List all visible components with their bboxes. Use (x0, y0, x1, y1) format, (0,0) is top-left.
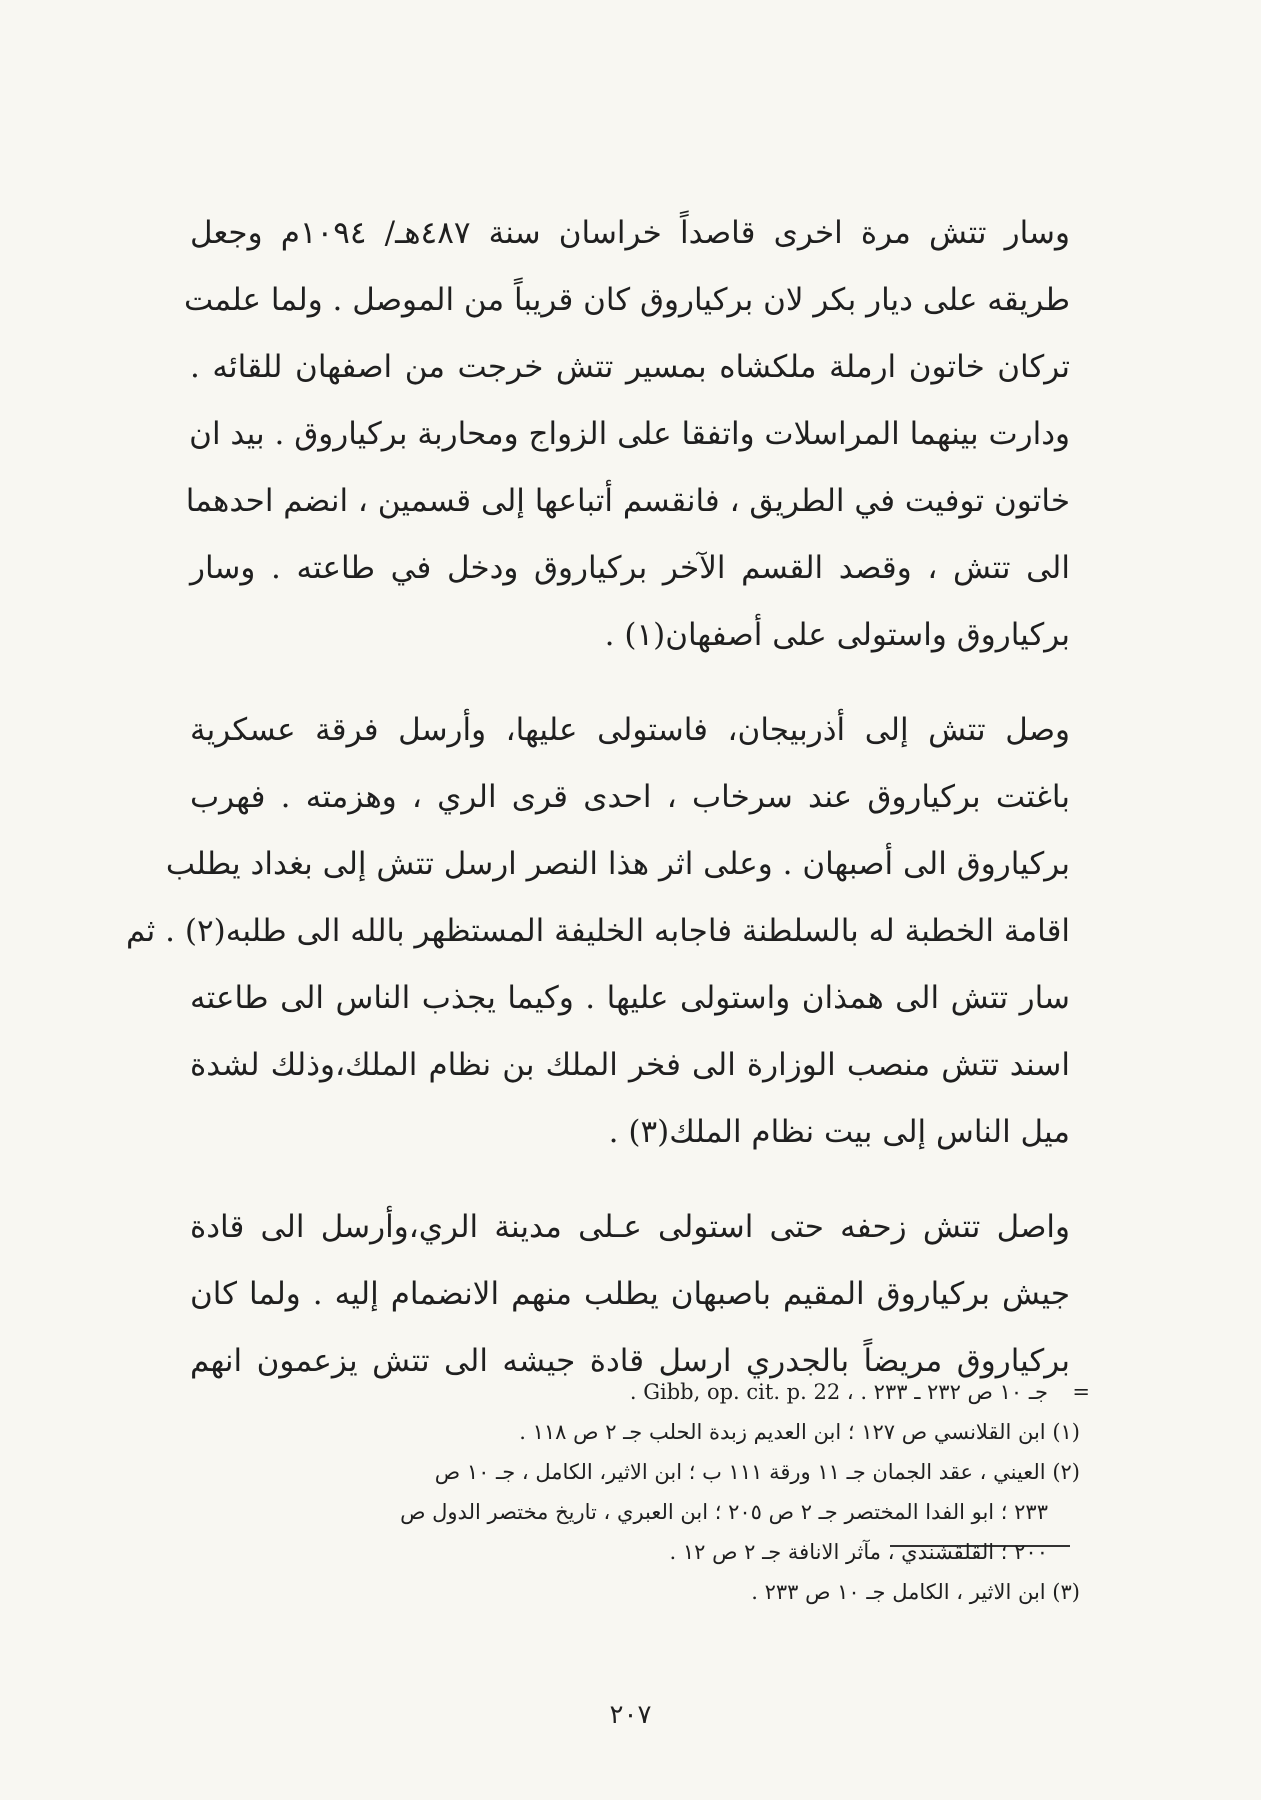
text-line: ودارت بينهما المراسلات واتفقا على الزواج ومحاربة بركياروق . بيد ان (189, 416, 1070, 452)
text-line: بركياروق مريضاً بالجدري ارسل قادة جيشه الى تتش يزعمون انهم (190, 1343, 1070, 1379)
page-number: ٢٠٧ (609, 1700, 652, 1730)
text-line: باغتت بركياروق عند سرخاب ، احدى قرى الري ، وهزمته . فهرب (190, 779, 1070, 815)
text-line: اسند تتش منصب الوزارة الى فخر الملك بن نظام الملك،وذلك لشدة (190, 1047, 1070, 1083)
text-line: الى تتش ، وقصد القسم الآخر بركياروق ودخل في طاعته . وسار (190, 550, 1070, 586)
paragraph-2 (126, 697, 1070, 1166)
footnote-continuation (190, 1372, 1090, 1412)
continuation-mark: = (1072, 1380, 1090, 1404)
text-line: وصل تتش إلى أذربيجان، فاستولى عليها، وأرسل فرقة عسكرية (190, 712, 1070, 748)
text-line: بركياروق الى أصبهان . وعلى اثر هذا النصر ارسل تتش إلى بغداد يطلب (165, 846, 1070, 882)
paragraph-1 (183, 200, 1070, 669)
text-line: وسار تتش مرة اخرى قاصداً خراسان سنة ٤٨٧هـ/ ١٠٩٤م وجعل (190, 215, 1070, 251)
text-line: واصل تتش زحفه حتى استولى عـلى مدينة الري،وأرسل الى قادة (190, 1209, 1070, 1245)
text-line: اقامة الخطبة له بالسلطنة فاجابه الخليفة المستظهر بالله الى طلبه(٢) . ثم (126, 913, 1070, 949)
footnote-2: (٢) العيني ، عقد الجمان جـ ١١ ورقة ١١١ ب ؛ ابن الاثير، الكامل ، جـ ١٠ ص (434, 1460, 1080, 1484)
paragraph-3 (190, 1194, 1070, 1395)
text-line: جيش بركياروق المقيم باصبهان يطلب منهم الانضمام إليه . ولما كان (190, 1276, 1070, 1312)
text-line: سار تتش الى همذان واستولى عليها . وكيما يجذب الناس الى طاعته (190, 980, 1070, 1016)
footnote-text: جـ ١٠ ص ٢٣٢ ـ ٢٣٣ . ، Gibb, op. cit. p. 22 . (629, 1380, 1048, 1404)
text-line: طريقه على ديار بكر لان بركياروق كان قريباً من الموصل . ولما علمت (183, 282, 1070, 318)
footnote-3: (٣) ابن الاثير ، الكامل جـ ١٠ ص ٢٣٣ . (751, 1580, 1080, 1604)
footnotes (190, 1372, 1090, 1612)
main-text (126, 200, 1070, 1395)
text-line: ميل الناس إلى بيت نظام الملك(٣) . (608, 1114, 1070, 1150)
footnote-2-line-2: ٢٣٣ ؛ ابو الفدا المختصر جـ ٢ ص ٢٠٥ ؛ ابن العبري ، تاريخ مختصر الدول ص (400, 1500, 1048, 1524)
footnote-1: (١) ابن القلانسي ص ١٢٧ ؛ ابن العديم زبدة الحلب جـ ٢ ص ١١٨ . (519, 1420, 1080, 1444)
footnote-2-line-3: ٢٠٠ ؛ القلقشندي ، مآثر الانافة جـ ٢ ص ١٢ . (669, 1540, 1048, 1564)
text-line: تركان خاتون ارملة ملكشاه بمسير تتش خرجت من اصفهان للقائه . (190, 349, 1070, 385)
text-line: خاتون توفيت في الطريق ، فانقسم أتباعها إلى قسمين ، انضم احدهما (185, 483, 1070, 519)
text-line: بركياروق واستولى على أصفهان(١) . (604, 617, 1070, 653)
